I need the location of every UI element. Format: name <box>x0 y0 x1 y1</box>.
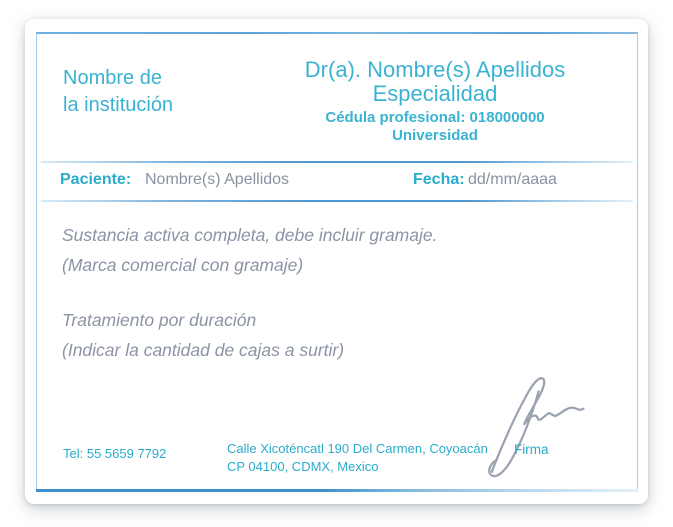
footer-phone: Tel: 55 5659 7792 <box>63 446 167 461</box>
patient-name-value: Nombre(s) Apellidos <box>145 171 290 188</box>
prescription-card <box>25 19 648 504</box>
footer-address-line2: CP 04100, CDMX, Mexico <box>227 459 379 474</box>
doctor-specialty: Especialidad <box>372 81 498 106</box>
doctor-university: Universidad <box>392 127 478 144</box>
divider-bottom <box>41 200 633 202</box>
patient-label: Paciente: <box>60 171 132 188</box>
date-value: dd/mm/aaaa <box>468 171 557 188</box>
rx-spacer <box>62 280 622 305</box>
frame-bottom-border <box>36 489 638 492</box>
institution-name <box>63 65 173 119</box>
institution-name-line1: Nombre de <box>63 67 162 89</box>
signature-scribble-icon <box>475 371 593 483</box>
divider-top <box>41 161 633 163</box>
institution-name-line2: la institución <box>63 94 174 116</box>
doctor-license: Cédula profesional: 018000000 <box>325 109 545 126</box>
footer-address-line1: Calle Xicoténcatl 190 Del Carmen, Coyoacán <box>227 441 488 456</box>
rx-line-brand: (Marca comercial con gramaje) <box>62 255 304 275</box>
doctor-header <box>185 57 673 145</box>
signature-label: Firma <box>514 442 549 457</box>
rx-line-substance: Sustancia activa completa, debe incluir gramaje. <box>62 225 438 245</box>
doctor-name: Dr(a). Nombre(s) Apellidos <box>304 57 566 82</box>
date-label: Fecha: <box>413 171 465 188</box>
footer-address <box>227 440 488 476</box>
prescription-body <box>62 220 622 365</box>
rx-line-treatment: Tratamiento por duración <box>62 310 257 330</box>
patient-date-row <box>60 171 620 189</box>
rx-line-quantity: (Indicar la cantidad de cajas a surtir) <box>62 340 345 360</box>
